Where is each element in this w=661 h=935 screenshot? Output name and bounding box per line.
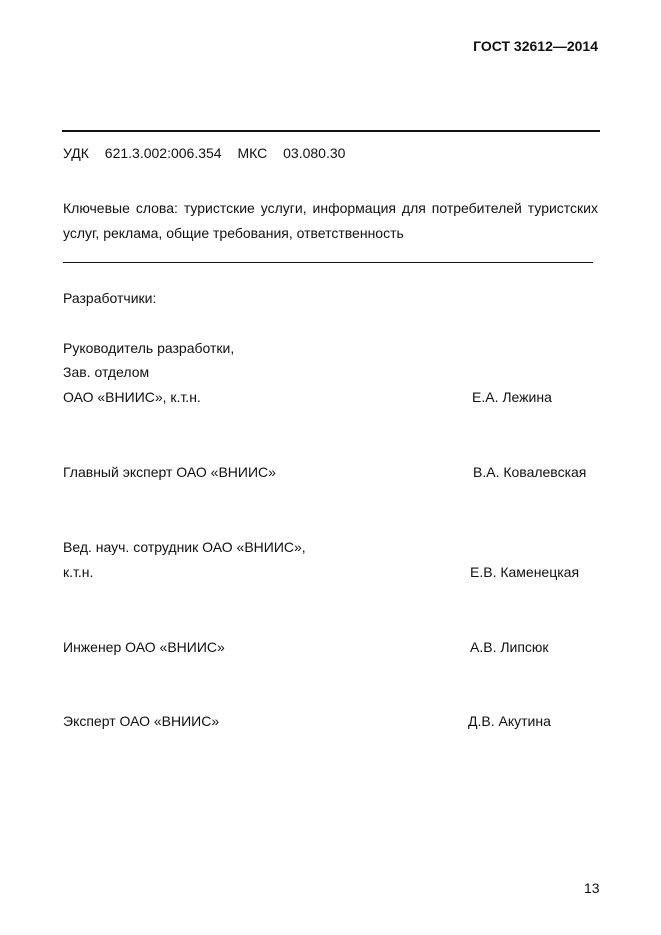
udk-label: УДК: [63, 145, 89, 161]
top-divider: [62, 130, 600, 132]
developer-1-line-1: Руководитель разработки,: [63, 340, 235, 356]
developer-2-name: В.А. Ковалевская: [473, 464, 587, 480]
keywords-paragraph: Ключевые слова: туристские услуги, информация для потребителей туристских услуг, реклама, общие требования, ответственность: [63, 200, 598, 241]
developer-2-line-1: Главный эксперт ОАО «ВНИИС»: [63, 464, 276, 480]
mks-label: МКС: [237, 145, 268, 161]
document-code: ГОСТ 32612—2014: [473, 38, 598, 54]
mks-value: 03.080.30: [283, 145, 346, 161]
developer-3-name: Е.В. Каменецкая: [470, 564, 580, 580]
developer-5-line-1: Эксперт ОАО «ВНИИС»: [63, 713, 220, 729]
udk-value: 621.3.002:006.354: [104, 145, 222, 161]
developers-heading: Разработчики:: [63, 290, 157, 306]
developer-5-name: Д.В. Акутина: [468, 713, 551, 729]
developer-4-line-1: Инженер ОАО «ВНИИС»: [63, 639, 225, 655]
developer-3-line-2: к.т.н.: [63, 564, 94, 580]
classification-line: [63, 145, 355, 161]
page-number: 13: [584, 880, 600, 896]
keywords-divider: [63, 262, 593, 263]
developer-1-name: Е.А. Лежина: [472, 389, 552, 405]
developer-1-line-3: ОАО «ВНИИС», к.т.н.: [63, 389, 201, 405]
developer-1-line-2: Зав. отделом: [63, 364, 150, 380]
developer-3-line-1: Вед. науч. сотрудник ОАО «ВНИИС»,: [63, 539, 306, 555]
developer-4-name: А.В. Липсюк: [470, 639, 549, 655]
